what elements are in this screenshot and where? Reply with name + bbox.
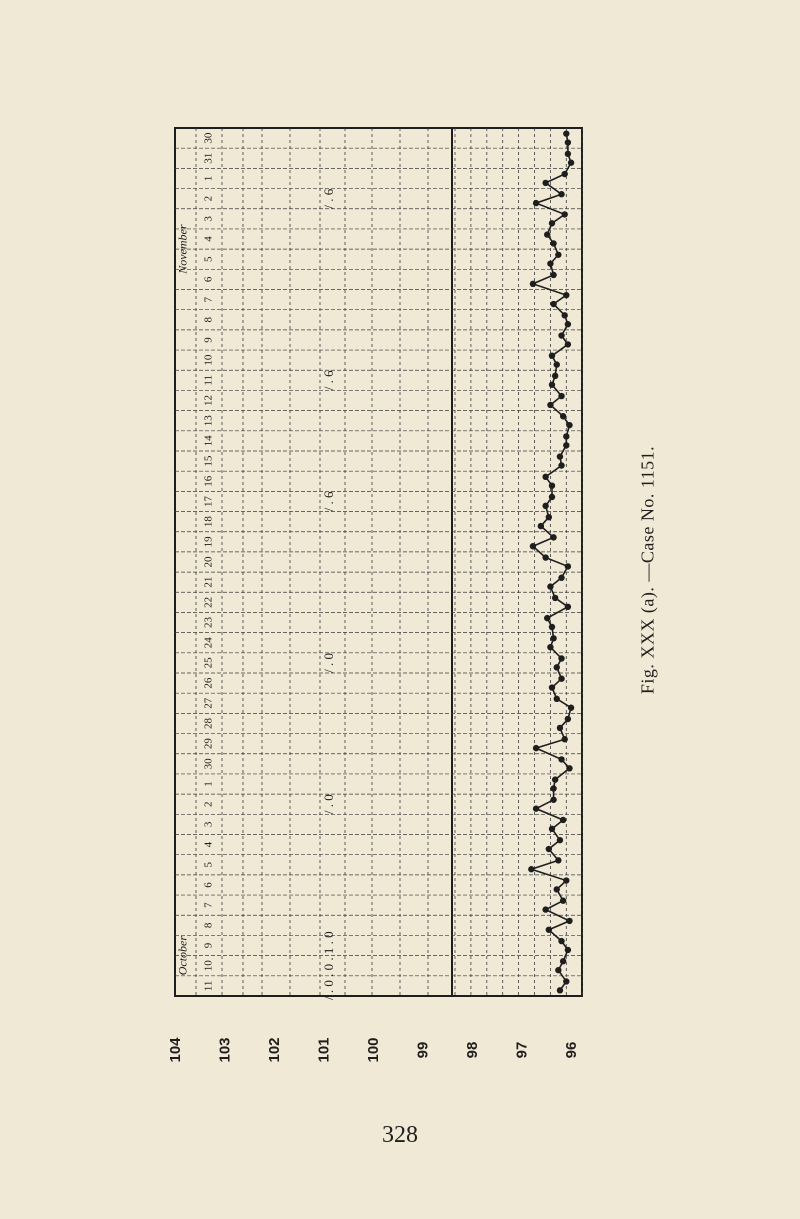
day-label: 19	[202, 536, 215, 548]
day-label: 3	[202, 821, 215, 828]
day-label: 6	[202, 882, 215, 888]
day-label: 4	[202, 236, 215, 242]
temperature-point	[547, 644, 553, 650]
day-label: 4	[202, 841, 215, 848]
day-label: 15	[202, 455, 215, 467]
symptom-code: / . 0	[320, 652, 336, 673]
temperature-point	[552, 776, 558, 782]
temperature-tick-label: 101	[315, 1037, 333, 1063]
symptom-code: / . 0 . 0 . 1 . 0	[320, 931, 336, 1001]
temperature-point	[560, 413, 566, 419]
temperature-point	[558, 393, 564, 399]
temperature-point	[558, 462, 564, 468]
day-label: 12	[202, 395, 215, 407]
temperature-tick-label: 97	[513, 1041, 531, 1059]
temperature-point	[547, 260, 553, 266]
temperature-point	[557, 453, 563, 459]
temperature-point	[568, 705, 574, 711]
day-label: 26	[202, 677, 215, 689]
day-label: 11	[202, 980, 215, 992]
temperature-point	[560, 817, 566, 823]
temperature-point	[542, 503, 548, 509]
temperature-point	[549, 494, 555, 500]
temperature-tick-label: 104	[166, 1037, 184, 1063]
day-label: 30	[202, 132, 215, 144]
day-label: 13	[202, 415, 215, 427]
temperature-point	[565, 139, 571, 145]
month-label: November	[175, 224, 190, 274]
temperature-point	[557, 725, 563, 731]
temperature-point	[549, 352, 555, 358]
temperature-point	[555, 252, 561, 258]
day-label: 20	[202, 556, 215, 568]
temperature-point	[549, 220, 555, 226]
temperature-point	[562, 312, 568, 318]
day-label: 9	[202, 337, 215, 343]
temperature-point	[565, 716, 571, 722]
day-label: 18	[202, 516, 215, 528]
temperature-point	[563, 130, 569, 136]
temperature-tick-label: 98	[463, 1041, 481, 1059]
day-label: 2	[202, 801, 215, 807]
symptom-code: / . 6	[320, 188, 336, 209]
temperature-point	[555, 857, 561, 863]
temperature-point	[546, 514, 552, 520]
temperature-point	[557, 987, 563, 993]
temperature-point	[544, 231, 550, 237]
temperature-point	[550, 534, 556, 540]
temperature-point	[533, 200, 539, 206]
temperature-point	[550, 301, 556, 307]
day-label: 14	[202, 435, 215, 447]
day-label: 8	[202, 922, 215, 929]
day-label: 10	[202, 960, 215, 972]
temperature-point	[560, 958, 566, 964]
page-number: 328	[382, 1122, 418, 1148]
day-label: 23	[202, 617, 215, 629]
temperature-point	[542, 180, 548, 186]
symptom-code: / . 0	[320, 794, 336, 815]
day-label: 3	[202, 216, 215, 222]
temperature-point	[557, 837, 563, 843]
day-label: 2	[202, 195, 215, 202]
temperature-point	[542, 474, 548, 480]
temperature-point	[566, 918, 572, 924]
temperature-point	[549, 482, 555, 488]
temperature-point	[546, 927, 552, 933]
temperature-point	[550, 785, 556, 791]
temperature-point	[533, 805, 539, 811]
symptom-code: / . 6	[320, 370, 336, 391]
temperature-point	[565, 321, 571, 327]
temperature-point	[549, 624, 555, 630]
temperature-point	[533, 745, 539, 751]
chart-frame	[175, 128, 582, 996]
temperature-point	[550, 240, 556, 246]
temperature-point	[565, 563, 571, 569]
temperature-point	[565, 151, 571, 157]
temperature-tick-label: 102	[265, 1037, 283, 1063]
temperature-tick-label: 99	[414, 1041, 432, 1059]
day-label: 22	[202, 596, 215, 608]
temperature-point	[565, 947, 571, 953]
month-label: October	[175, 935, 190, 976]
day-label: 31	[202, 152, 215, 164]
day-label: 11	[202, 375, 215, 386]
day-label: 10	[202, 354, 215, 366]
temperature-point	[554, 886, 560, 892]
temperature-point	[530, 543, 536, 549]
day-label: 6	[202, 276, 215, 283]
temperature-point	[563, 877, 569, 883]
day-label: 1	[202, 175, 215, 182]
temperature-point	[563, 292, 569, 298]
temperature-point	[547, 583, 553, 589]
temperature-point	[550, 635, 556, 641]
day-label: 28	[202, 717, 215, 729]
temperature-point	[568, 160, 574, 166]
temperature-point	[558, 332, 564, 338]
temperature-point	[552, 373, 558, 379]
temperature-point	[549, 826, 555, 832]
temperature-point	[542, 906, 548, 912]
temperature-point	[562, 211, 568, 217]
temperature-point	[563, 433, 569, 439]
day-label: 17	[202, 495, 215, 507]
temperature-point	[558, 938, 564, 944]
temperature-point	[558, 191, 564, 197]
day-label: 24	[202, 637, 215, 649]
temperature-point	[554, 696, 560, 702]
temperature-point	[528, 866, 534, 872]
day-label: 7	[202, 296, 215, 303]
temperature-point	[549, 382, 555, 388]
day-label: 25	[202, 657, 215, 669]
day-label: 1	[202, 781, 215, 787]
temperature-tick-label: 100	[364, 1037, 382, 1063]
temperature-point	[560, 898, 566, 904]
temperature-point	[530, 281, 536, 287]
temperature-point	[550, 272, 556, 278]
day-label: 30	[202, 758, 215, 770]
day-label: 5	[202, 256, 215, 262]
symptom-code: / . 6	[320, 491, 336, 512]
temperature-point	[565, 341, 571, 347]
temperature-point	[562, 736, 568, 742]
day-label: 8	[202, 317, 215, 323]
temperature-point	[552, 595, 558, 601]
temperature-tick-label: 103	[216, 1037, 234, 1063]
temperature-point	[563, 978, 569, 984]
temperature-point	[558, 756, 564, 762]
temperature-point	[554, 361, 560, 367]
temperature-point	[538, 523, 544, 529]
temperature-point	[555, 967, 561, 973]
figure-caption-text: Fig. XXX (a). —Case No. 1151.	[637, 445, 658, 695]
temperature-point	[565, 604, 571, 610]
temperature-point	[546, 846, 552, 852]
temperature-point	[558, 675, 564, 681]
temperature-point	[549, 684, 555, 690]
day-label: 9	[202, 942, 215, 949]
temperature-point	[562, 171, 568, 177]
temperature-point	[554, 664, 560, 670]
temperature-point	[563, 442, 569, 448]
day-label: 29	[202, 738, 215, 750]
temperature-point	[558, 575, 564, 581]
day-label: 7	[202, 902, 215, 908]
day-label: 5	[202, 862, 215, 868]
temperature-point	[544, 615, 550, 621]
day-label: 21	[202, 576, 215, 588]
temperature-point	[547, 402, 553, 408]
temperature-point	[566, 422, 572, 428]
temperature-point	[558, 655, 564, 661]
temperature-point	[550, 797, 556, 803]
temperature-point	[566, 765, 572, 771]
temperature-tick-label: 96	[562, 1041, 580, 1059]
day-label: 16	[202, 475, 215, 487]
temperature-point	[542, 554, 548, 560]
day-label: 27	[202, 697, 215, 709]
